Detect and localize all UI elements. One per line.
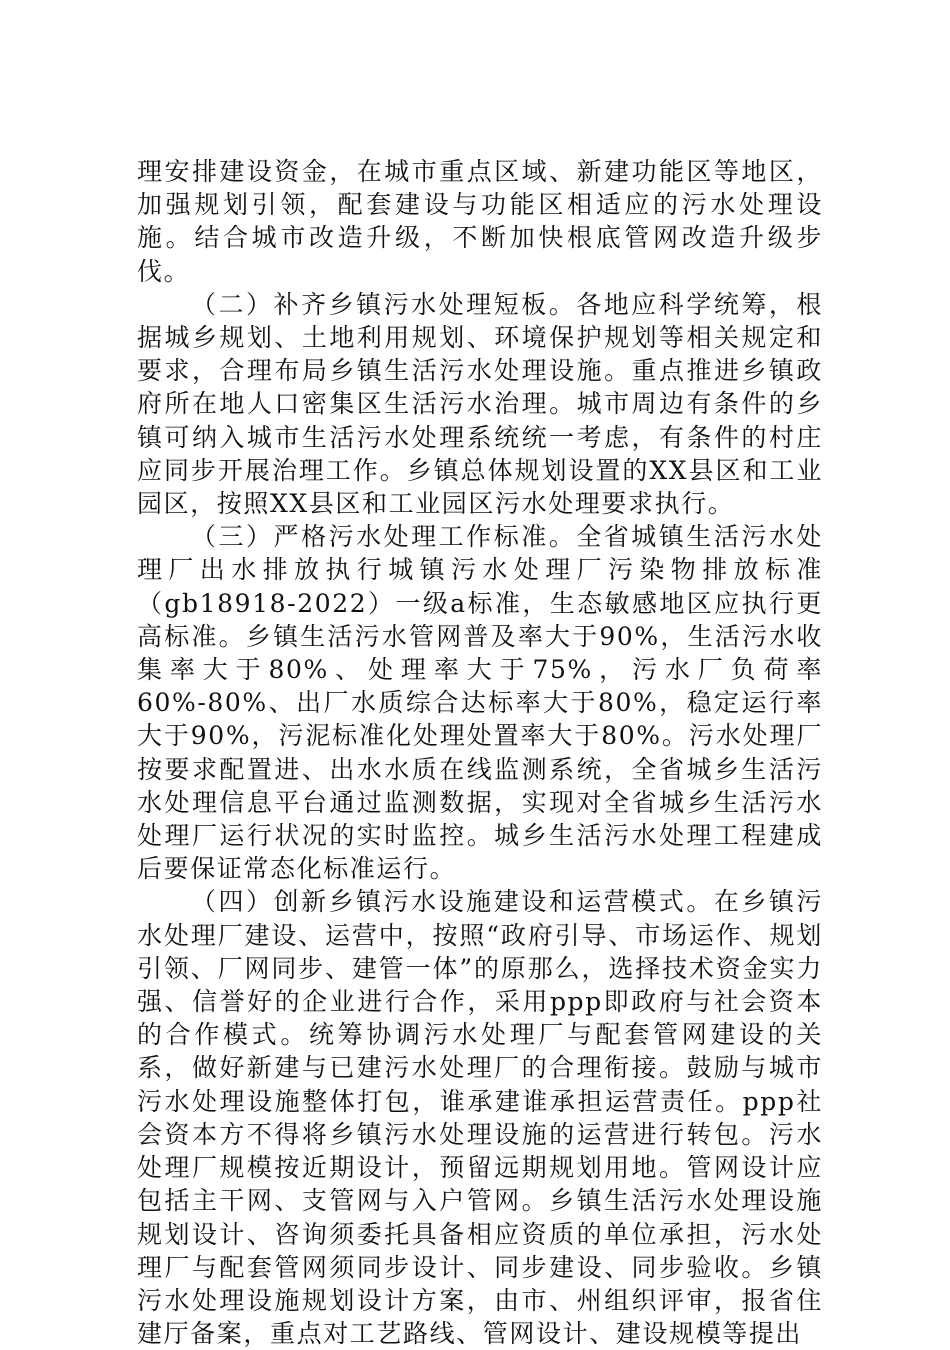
document-body bbox=[137, 155, 823, 1350]
paragraph-section-3: （三）严格污水处理工作标准。全省城镇生活污水处理厂出水排放执行城镇污水处理厂污染物排放标准（gb18918-2022）一级a标准，生态敏感地区应执行更高标准。乡镇生活污水管网普及率大于90%，生活污水收集率大于80%、处理率大于75%，污水厂负荷率60%-80%、出厂水质综合达标率大于80%，稳定运行率大于90%，污泥标准化处理处置率大于80%。污水处理厂按要求配置进、出水水质在线监测系统，全省城乡生活污水处理信息平台通过监测数据，实现对全省城乡生活污水处理厂运行状况的实时监控。城乡生活污水处理工程建成后要保证常态化标准运行。 bbox=[137, 522, 823, 884]
paragraph-section-4: （四）创新乡镇污水设施建设和运营模式。在乡镇污水处理厂建设、运营中，按照“政府引导、市场运作、规划引领、厂网同步、建管一体”的原那么，选择技术资金实力强、信誉好的企业进行合作，采用ppp即政府与社会资本的合作模式。统筹协调污水处理厂与配套管网建设的关系，做好新建与已建污水处理厂的合理衔接。鼓励与城市污水处理设施整体打包，谁承建谁承担运营责任。ppp社会资本方不得将乡镇污水处理设施的运营进行转包。污水处理厂规模按近期设计，预留远期规划用地。管网设计应包括主干网、支管网与入户管网。乡镇生活污水处理设施规划设计、咨询须委托具备相应资质的单位承担，污水处理厂与配套管网须同步设计、同步建设、同步验收。乡镇污水处理设施规划设计方案，由市、州组织评审，报省住建厅备案，重点对工艺路线、管网设计、建设规模等提出 bbox=[137, 887, 823, 1349]
paragraph-section-2: （二）补齐乡镇污水处理短板。各地应科学统筹，根据城乡规划、土地利用规划、环境保护规划等相关规定和要求，合理布局乡镇生活污水处理设施。重点推进乡镇政府所在地人口密集区生活污水治理。城市周边有条件的乡镇可纳入城市生活污水处理系统统一考虑，有条件的村庄应同步开展治理工作。乡镇总体规划设置的XX县区和工业园区，按照XX县区和工业园区污水处理要求执行。 bbox=[137, 289, 823, 519]
paragraph-continuation: 理安排建设资金，在城市重点区域、新建功能区等地区，加强规划引领，配套建设与功能区相适应的污水处理设施。结合城市改造升级，不断加快根底管网改造升级步伐。 bbox=[137, 157, 823, 286]
